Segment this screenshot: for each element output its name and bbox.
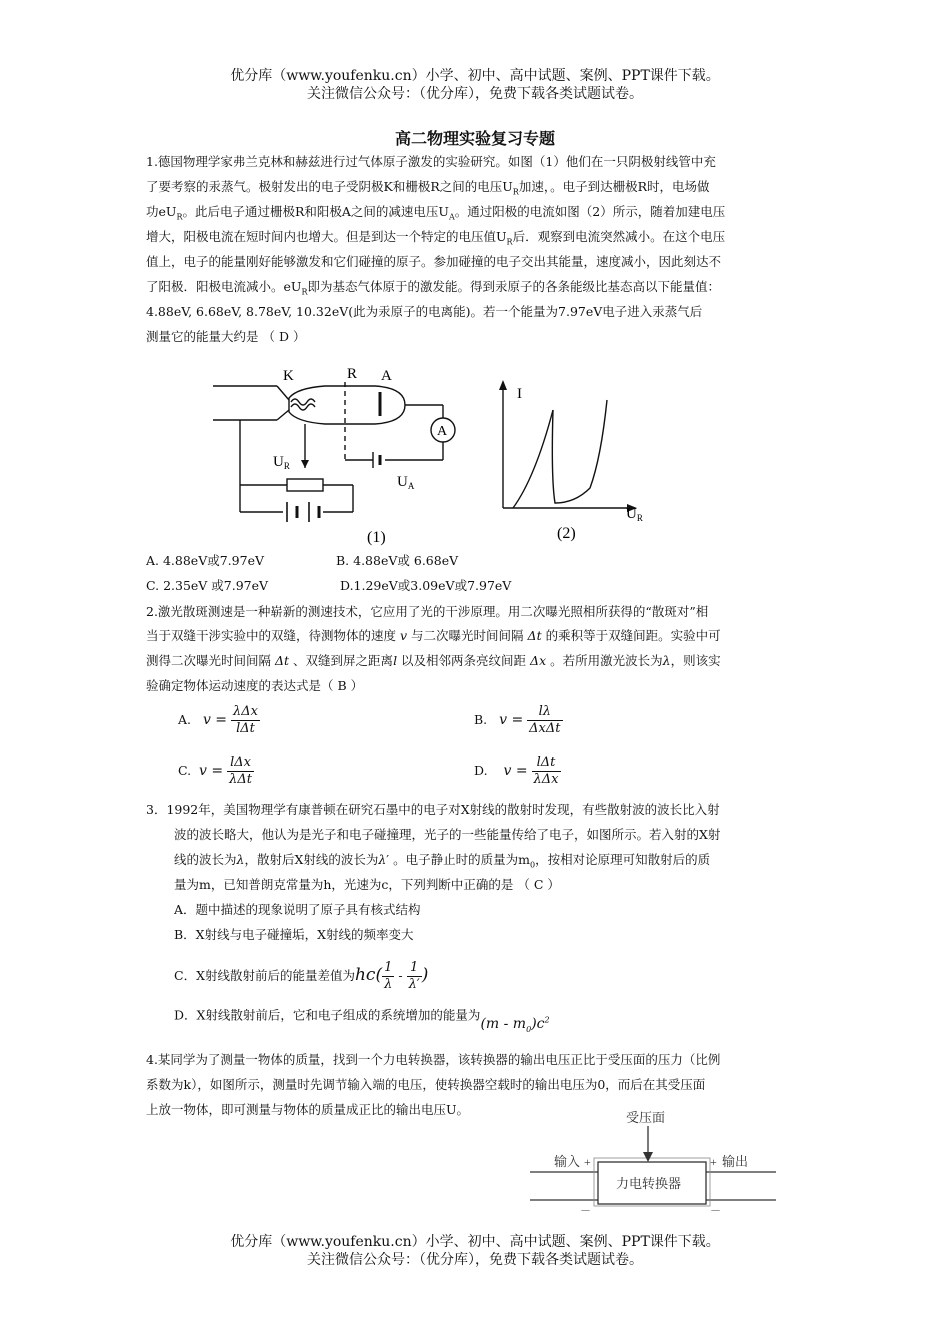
q2-line-2: 当于双缝干涉实验中的双缝，待测物体的速度 v 与二次曝光时间间隔 Δt 的乘积等于双缝间距。实验中可 xyxy=(146,628,721,643)
q3-option-c: C．X射线散射前后的能量差值为hc( $\frac{1}{\lambda}$ - $\frac{1}{\lambda'}$ ) xyxy=(174,960,429,992)
fig1-label-A: A xyxy=(381,368,392,384)
q3-line-3: 线的波长为λ，散射后X射线的波长为λ′ 。电子静止时的质量为$m_0$，按相对论原理可知散射后的质 xyxy=(174,852,711,870)
q4-line-2: 系数为k），如图所示，测量时先调节输入端的电压，使转换器空载时的输出电压为0，而后在其受压面 xyxy=(146,1077,706,1092)
output-plus: + xyxy=(710,1155,717,1169)
q1-line-4: 增大，阳极电流在短时间内也增大。但是到达一个特定的电压值$U_R$后．观察到电流突然减小。在这个电压 xyxy=(146,229,726,247)
q2-option-a: A. v = $\frac{\text{λΔx}}{\text{lΔt}}$ xyxy=(178,704,258,736)
q3-line-2: 波的波长略大，他认为是光子和电子碰撞理，光子的一些能量传给了电子，如图所示。若入射的X射 xyxy=(174,827,721,842)
fig2-caption: (2) xyxy=(557,525,576,542)
q1-line-3: 功$eU_R$。此后电子通过栅极R和阳极A之间的减速电压$U_A$。通过阳极的电流如图（2）所示，随着加建电压 xyxy=(146,204,726,222)
fig1-ammeter: A xyxy=(437,424,448,439)
q2-line-4: 验确定物体运动速度的表达式是（ B ） xyxy=(146,678,364,693)
fig2-xaxis-label: $U_R$ xyxy=(626,506,643,523)
q1-option-a: A. 4.88eV或7.97eV xyxy=(146,553,264,568)
q1-option-c: C. 2.35eV 或7.97eV xyxy=(146,578,269,593)
q1-line-1: 1.德国物理学家弗兰克林和赫兹进行过气体原子激发的实验研究。如图（1）他们在一只阴极射线管中充 xyxy=(146,154,716,169)
q3-option-b: B．X射线与电子碰撞垢，X射线的频率变大 xyxy=(174,927,414,942)
q1-option-b: B. 4.88eV或 6.68eV xyxy=(336,553,459,568)
fig1-label-UA: $U_A$ xyxy=(397,474,415,491)
figure-2-graph xyxy=(495,378,655,548)
fig2-yaxis-label: I xyxy=(517,386,522,402)
pressure-surface-label: 受压面 xyxy=(626,1110,666,1125)
fig1-label-UR: $U_R$ xyxy=(273,454,290,471)
q1-line-2: 了要考察的汞蒸气。极射发出的电子受阴极K和栅极R之间的电压$U_R$加速，。电子到达栅极R时，电场做 xyxy=(146,179,710,197)
q3-line-1: 3．1992年，美国物理学有康普顿在研究石墨中的电子对X射线的散射时发现，有些散射波的波长比入射 xyxy=(146,802,720,817)
transducer-box-label: 力电转换器 xyxy=(616,1176,682,1191)
q3-option-a: A．题中描述的现象说明了原子具有核式结构 xyxy=(174,902,421,917)
figure-1-circuit xyxy=(205,360,475,550)
input-minus: － xyxy=(580,1205,591,1216)
footer-line-2: 关注微信公众号：（优分库），免费下载各类试题试卷。 xyxy=(307,1252,643,1268)
q2-option-d: D. v = $\frac{\text{lΔt}}{\text{λΔx}}$ xyxy=(474,755,559,787)
footer-line-1: 优分库（www.youfenku.cn）小学、初中、高中试题、案例、PPT课件下载。 xyxy=(230,1234,720,1250)
q4-line-1: 4.某同学为了测量一物体的质量，找到一个力电转换器，该转换器的输出电压正比于受压面的压力（比例 xyxy=(146,1052,721,1067)
q1-line-6: 了阳极．阳极电流减小。$eU_R$即为基态气体原于的激发能。得到汞原子的各条能级比基态高以下能量值： xyxy=(146,279,720,297)
q1-line-8: 测量它的能量大约是 （ D ） xyxy=(146,329,306,344)
force-transducer-figure xyxy=(528,1106,778,1216)
fig1-label-K: K xyxy=(283,368,294,384)
q1-option-d: D.1.29eV或3.09eV或7.97eV xyxy=(340,578,512,593)
input-plus: + xyxy=(584,1155,591,1169)
q2-option-c: C. v = $\frac{\text{lΔx}}{\text{λΔt}}$ xyxy=(178,755,252,787)
header-line-1: 优分库（www.youfenku.cn）小学、初中、高中试题、案例、PPT课件下载。 xyxy=(230,68,720,84)
q3-line-4: 量为m，已知普朗克常量为h，光速为c，下列判断中正确的是 （ C ） xyxy=(174,877,560,892)
output-label: 输出 xyxy=(722,1154,749,1169)
page-title: 高二物理实验复习专题 xyxy=(394,129,555,148)
fig1-label-R: R xyxy=(347,366,358,382)
header-line-2: 关注微信公众号：（优分库），免费下载各类试题试卷。 xyxy=(307,86,643,102)
fig1-caption: (1) xyxy=(367,529,386,546)
input-label: 输入 xyxy=(554,1154,581,1169)
q1-line-7: 4.88eV, 6.68eV, 8.78eV, 10.32eV(此为汞原子的电离能)。若一个能量为7.97eV电子进入汞蒸气后 xyxy=(146,304,703,319)
q2-line-1: 2.激光散斑测速是一种崭新的测速技术，它应用了光的干涉原理。用二次曝光照相所获得的“散斑对”相 xyxy=(146,604,709,619)
q4-line-3: 上放一物体，即可测量与物体的质量成正比的输出电压U。 xyxy=(146,1102,470,1117)
q2-option-b: B. v = $\frac{l\lambda}{\text{ΔxΔt}}$ xyxy=(474,704,561,736)
output-minus: － xyxy=(710,1205,721,1216)
q2-line-3: 测得二次曝光时间间隔 Δt 、双缝到屏之距离l 以及相邻两条亮纹间距 Δx 。若所用激光波长为λ，则该实 xyxy=(146,653,721,668)
q3-option-d: D．X射线散射前后，它和电子组成的系统增加的能量为$(m - m_0)c^2$ xyxy=(174,1007,550,1034)
q1-line-5: 值上，电子的能量刚好能够激发和它们碰撞的原子。参加碰撞的电子交出其能量，速度减小，因此刻达不 xyxy=(146,254,722,269)
